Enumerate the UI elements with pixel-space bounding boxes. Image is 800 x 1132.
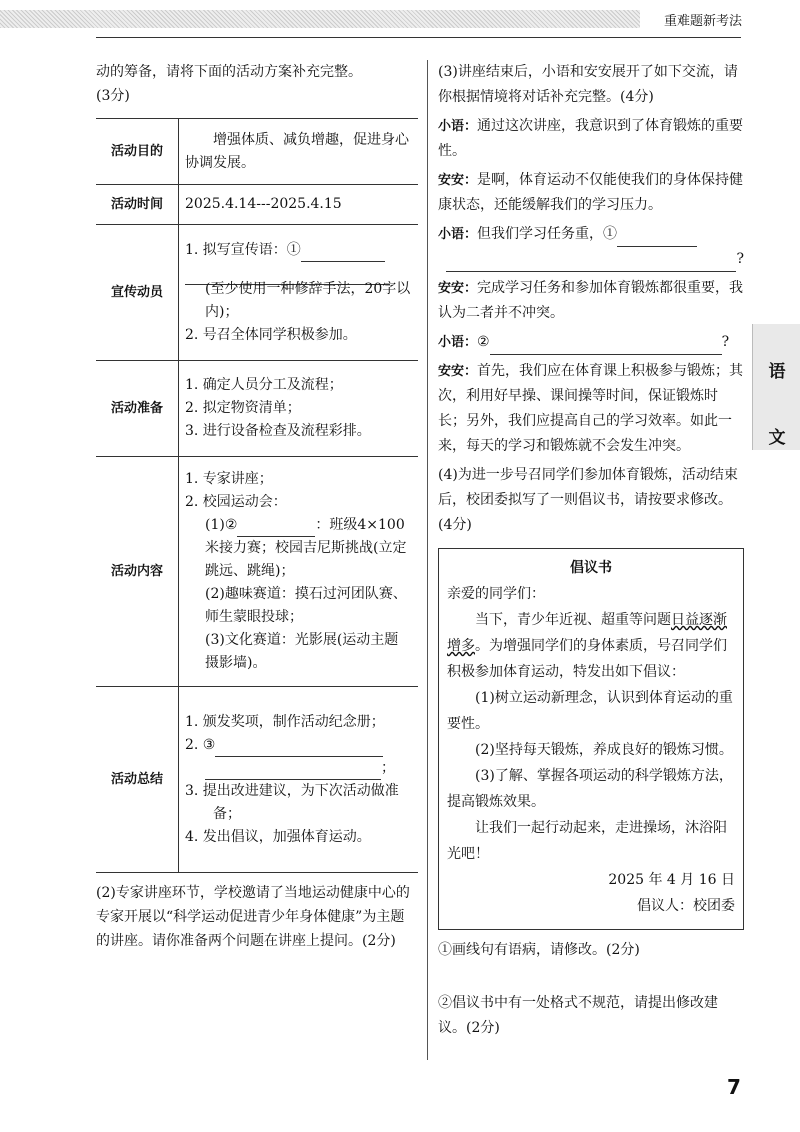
left-column [96, 60, 418, 953]
content-cell: 1. 专家讲座； 2. 校园运动会： (1)② ：班级4×100 米接力赛；校园吉尼斯挑战(立定跳远、跳绳)； (2)趣味赛道：摸石过河团队赛、师生蒙眼投球； (3)文化赛道：光影展(运动主题摄影墙)。 [179, 457, 419, 687]
dialog-line: 小语：② ? [438, 330, 744, 355]
header-decoration [0, 10, 640, 28]
time-label: 活动时间 [96, 185, 179, 225]
letter-signer: 倡议人：校团委 [637, 898, 735, 914]
promo-label: 宣传动员 [96, 225, 179, 361]
page-number: 7 [727, 1075, 741, 1099]
content-label: 活动内容 [96, 457, 179, 687]
question-3: (3)讲座结束后，小语和安安展开了如下交流，请你根据情境将对话补充完整。(4分) [438, 64, 738, 105]
purpose-text: 增强体质、减负增趣，促进身心协调发展。 [179, 119, 419, 185]
right-column [438, 60, 744, 1041]
dialog-blank-2[interactable] [490, 354, 722, 355]
letter-title: 倡议书 [570, 560, 612, 576]
prep-cell: 1. 确定人员分工及流程； 2. 拟定物资清单； 3. 进行设备检查及流程彩排。 [179, 361, 419, 457]
intro-text: 动的筹备，请将下面的活动方案补充完整。 [96, 64, 362, 80]
intro-score: (3分) [96, 88, 130, 104]
sub-question-1: ①画线句有语病，请修改。(2分) [438, 942, 640, 958]
header-title: 重难题新考法 [664, 14, 743, 29]
letter-item: (3)了解、掌握各项运动的科学锻炼方法，提高锻炼效果。 [447, 768, 733, 810]
letter-closing: 让我们一起行动起来，走进操场，沐浴阳光吧！ [447, 820, 727, 862]
dialog-line: 安安：首先，我们应在体育课上积极参与锻炼；其次，利用好早操、课间操等时间，保证锻炼时长；另外，我们应提高自己的学习效率。如此一来，每天的学习和锻炼就不会发生冲突。 [438, 363, 744, 454]
summary-label: 活动总结 [96, 687, 179, 873]
dialog-line: 安安：是啊，体育运动不仅能使我们的身体保持健康状态，还能缓解我们的学习压力。 [438, 172, 744, 213]
purpose-label: 活动目的 [96, 119, 179, 185]
letter-para: 当下，青少年近视、超重等问题日益逐渐增多。为增强同学们的身体素质，号召同学们积极参加体育运动，特发出如下倡议： [447, 612, 727, 680]
blank-2[interactable] [237, 536, 315, 537]
prep-label: 活动准备 [96, 361, 179, 457]
letter-item: (1)树立运动新理念，认识到体育运动的重要性。 [447, 690, 733, 732]
dialog-blank-1-cont[interactable] [446, 271, 736, 272]
proposal-letter [438, 548, 744, 930]
letter-item: (2)坚持每天锻炼，养成良好的锻炼习惯。 [475, 742, 733, 758]
subject-tab-char: 语 [768, 362, 786, 382]
page-header [0, 10, 800, 32]
dialog-line: 小语：通过这次讲座，我意识到了体育锻炼的重要性。 [438, 118, 744, 159]
dialog-line: 小语：但我们学习任务重，① [438, 222, 744, 247]
underlined-sentence: 日益逐渐增多 [447, 612, 727, 654]
activity-plan-table [96, 118, 418, 873]
question-2: (2)专家讲座环节，学校邀请了当地运动健康中心的专家开展以“科学运动促进青少年身体健康”为主题的讲座。请你准备两个问题在讲座上提问。(2分) [96, 885, 410, 949]
column-divider [427, 60, 428, 1060]
time-text: 2025.4.14---2025.4.15 [179, 185, 419, 225]
letter-date: 2025 年 4 月 16 日 [608, 872, 735, 888]
summary-cell: 1. 颁发奖项，制作活动纪念册； 2. ③ ； 3. 提出改进建议，为下次活动做准备； 4. 发出倡议，加强体育运动。 [179, 687, 419, 873]
subject-tab [752, 324, 800, 450]
letter-greeting: 亲爱的同学们： [447, 586, 545, 602]
subject-tab-char: 文 [768, 428, 786, 448]
dialog-line: 安安：完成学习任务和参加体育锻炼都很重要，我认为二者并不冲突。 [438, 280, 744, 321]
question-4: (4)为进一步号召同学们参加体育锻炼，活动结束后，校团委拟写了一则倡议书，请按要求修改。(4分) [438, 467, 738, 533]
header-rule [96, 37, 741, 38]
dialog-line-cont: ? [438, 247, 744, 272]
sub-question-2: ②倡议书中有一处格式不规范，请提出修改建议。(2分) [438, 995, 718, 1036]
promo-cell: 1. 拟写宣传语：① (至少使用一种修辞手法，20字以内)； 2. 号召全体同学积极参加。 [179, 225, 419, 361]
